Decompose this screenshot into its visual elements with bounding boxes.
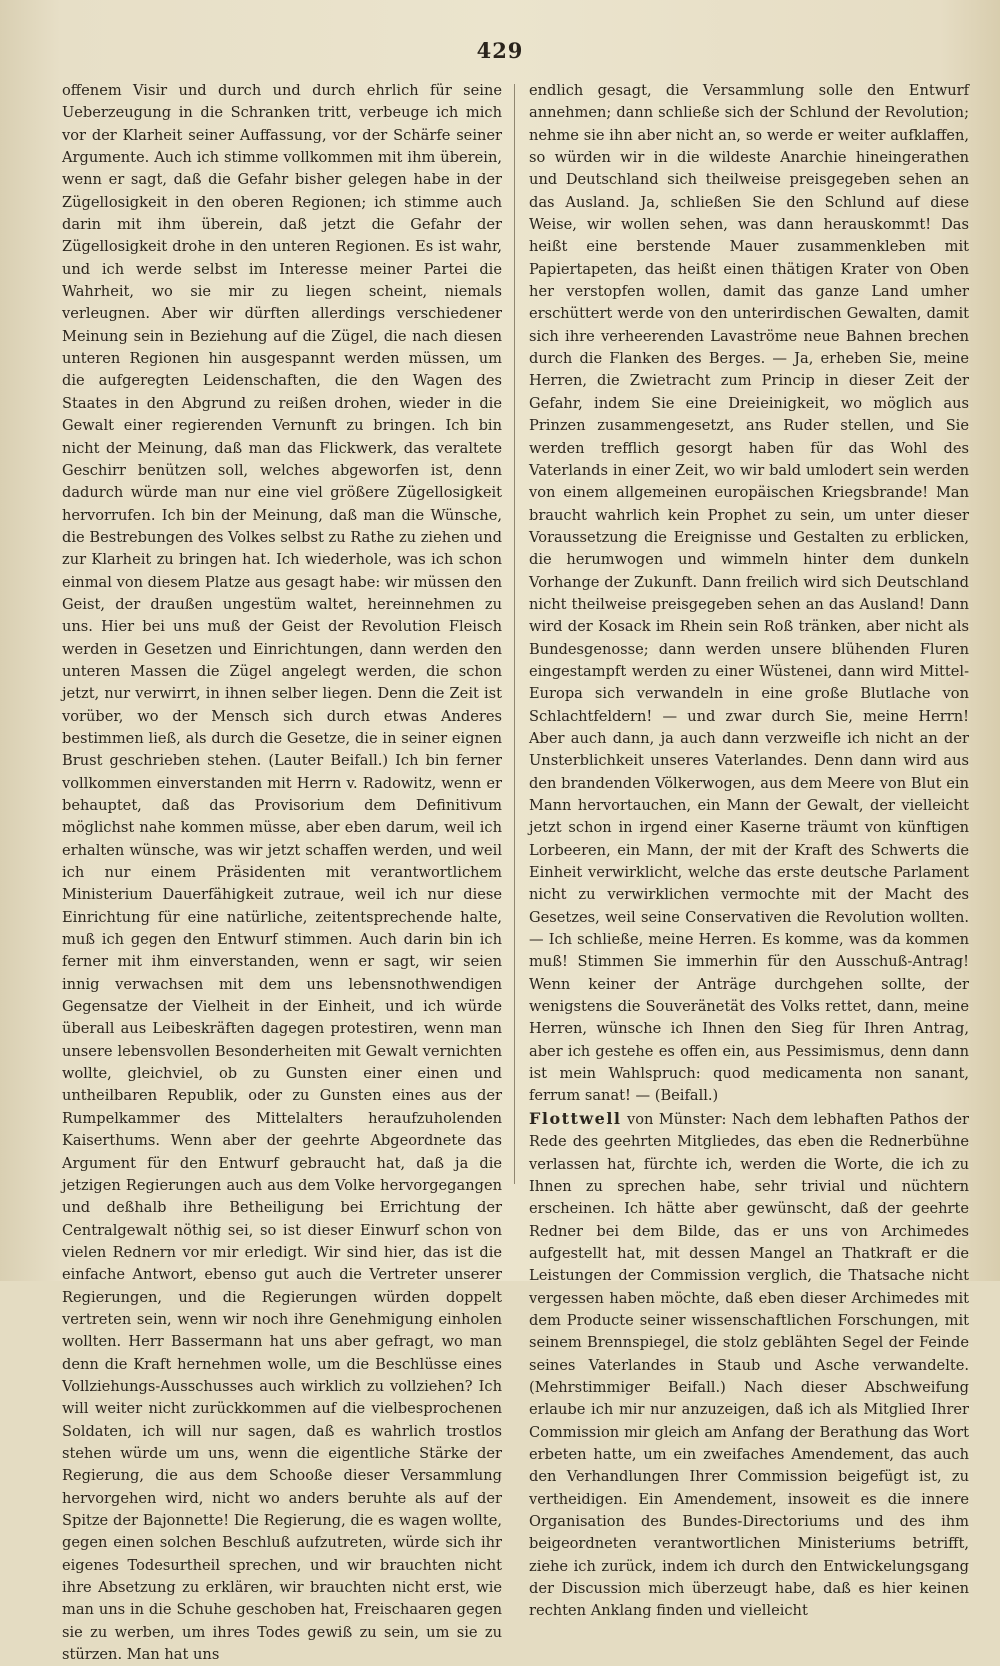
right-column	[529, 80, 969, 1620]
speaker-text: von Münster: Nach dem lebhaften Pathos der Rede des geehrten Mitgliedes, das eben die Rednerbühne verlassen hat, fürchte ich, werden die Worte, die ich zu Ihnen zu sprechen habe, sehr trivial und nüchtern erscheinen. Ich hätte aber gewünscht, daß der geehrte Redner bei dem Bilde, das er uns von Archimedes aufgestellt hat, mit dessen Mangel an Thatkraft er die Leistungen der Commission verglich, die Thatsache nicht vergessen haben möchte, daß eben dieser Archimedes mit dem Producte seiner wissenschaftlichen Forschungen, mit seinem Brennspiegel, die stolz geblähten Segel der Feinde seines Vaterlandes in Staub und Asche verwandelte. (Mehrstimmiger Beifall.) Nach dieser Abschweifung erlaube ich mir nur anzuzeigen, daß ich als Mitglied Ihrer Commission mir gleich am Anfang der Berathung das Wort erbeten hatte, um ein zweifaches Amendement, das auch den Verhandlungen Ihrer Commission beigefügt ist, zu vertheidigen. Ein Amendement, insoweit es die innere Organisation des Bundes-Directoriums und des ihm beigeordneten verantwortlichen Ministeriums betrifft, ziehe ich zurück, indem ich durch den Entwickelungsgang der Discussion mich überzeugt habe, daß es hier keinen rechten Anklang finden und vielleicht	[529, 1110, 969, 1620]
column-divider	[514, 84, 515, 1184]
right-column-text: endlich gesagt, die Versammlung solle den Entwurf annehmen; dann schließe sich der Schlund der Revolution; nehme sie ihn aber nicht an, so werde er weiter aufklaffen, so würden wir in die wildeste Anarchie hineingerathen und Deutschland sich theilweise preisgegeben sehen an das Ausland. Ja, schließen Sie den Schlund auf diese Weise, wir wollen sehen, was dann herauskommt! Das heißt eine berstende Mauer zusammenkleben mit Papiertapeten, das heißt einen thätigen Krater von Oben her verstopfen wollen, damit das ganze Land umher erschüttert werde von den unterirdischen Gewalten, damit sich ihre verheerenden Lavaströme neue Bahnen brechen durch die Flanken des Berges. — Ja, erheben Sie, meine Herren, die Zwietracht zum Princip in dieser Zeit der Gefahr, indem Sie eine Dreieinigkeit, wo möglich aus Prinzen zusammengesetzt, ans Ruder stellen, und Sie werden trefflich gesorgt haben für das Wohl des Vaterlands in einer Zeit, wo wir bald umlodert sein werden von einem allgemeinen europäischen Kriegsbrande! Man braucht wahrlich kein Prophet zu sein, um unter dieser Voraussetzung die Ereignisse und Gestalten zu erblicken, die herumwogen und wimmeln hinter dem dunkeln Vorhange der Zukunft. Dann freilich wird sich Deutschland nicht theilweise preisgegeben sehen an das Ausland! Dann wird der Kosack im Rhein sein Roß tränken, aber nicht als Bundesgenosse; dann werden unsere blühenden Fluren eingestampft werden zu einer Wüstenei, dann wird Mittel-Europa sich verwandeln in eine große Blutlache von Schlachtfeldern! — und zwar durch Sie, meine Herrn! Aber auch dann, ja auch dann verzweifle ich nicht an der Unsterblichkeit unseres Vaterlandes. Denn dann wird aus den brandenden Völkerwogen, aus dem Meere von Blut ein Mann hervortauchen, ein Mann der Gewalt, der vielleicht jetzt schon in irgend einer Kaserne träumt von künftigen Lorbeeren, ein Mann, der mit der Kraft des Schwerts die Einheit verwirklicht, welche das erste deutsche Parlament nicht zu verwirklichen vermochte mit der Macht des Gesetzes, weil seine Conservativen die Revolution wollten. — Ich schließe, meine Herren. Es komme, was da kommen muß! Stimmen Sie immerhin für den Ausschuß-Antrag! Wenn keiner der Anträge durchgehen sollte, der wenigstens die Souveränetät des Volks rettet, dann, meine Herren, wünsche ich Ihnen den Sieg für Ihren Antrag, aber ich gestehe es offen ein, aus Pessimismus, denn dann ist mein Wahlspruch: quod medicamenta non sanant, ferrum sanat! — (Beifall.)	[529, 82, 969, 1105]
left-column-text: offenem Visir und durch und durch ehrlich für seine Ueberzeugung in die Schranken tritt, verbeuge ich mich vor der Klarheit seiner Auffassung, vor der Schärfe seiner Argumente. Auch ich stimme vollkommen mit ihm überein, wenn er sagt, daß die Gefahr bisher gelegen habe in der Zügellosigkeit in den oberen Regionen; ich stimme auch darin mit ihm überein, daß jetzt die Gefahr der Zügellosigkeit drohe in den unteren Regionen. Es ist wahr, und ich werde selbst im Interesse meiner Partei die Wahrheit, wo sie mir zu liegen scheint, niemals verleugnen. Aber wir dürften allerdings verschiedener Meinung sein in Beziehung auf die Zügel, die nach diesen unteren Regionen hin ausgespannt werden müssen, um die aufgeregten Leidenschaften, die den Wagen des Staates in den Abgrund zu reißen drohen, wieder in die Gewalt einer regierenden Vernunft zu bringen. Ich bin nicht der Meinung, daß man das Flickwerk, das veraltete Geschirr benützen soll, welches abgeworfen ist, denn dadurch würde man nur eine viel größere Zügellosigkeit hervorrufen. Ich bin der Meinung, daß man die Wünsche, die Bestrebungen des Volkes selbst zu Rathe zu ziehen und zur Klarheit zu bringen hat. Ich wiederhole, was ich schon einmal von diesem Platze aus gesagt habe: wir müssen den Geist, der draußen ungestüm waltet, hereinnehmen zu uns. Hier bei uns muß der Geist der Revolution Fleisch werden in Gesetzen und Einrichtungen, dann werden den unteren Massen die Zügel angelegt werden, die schon jetzt, nur verwirrt, in ihnen selber liegen. Denn die Zeit ist vorüber, wo der Mensch sich durch etwas Anderes bestimmen ließ, als durch die Gesetze, die in seiner eignen Brust geschrieben stehen. (Lauter Beifall.) Ich bin ferner vollkommen einverstanden mit Herrn v. Radowitz, wenn er behauptet, daß das Provisorium dem Definitivum möglichst nahe kommen müsse, aber eben darum, weil ich erhalten wünsche, was wir jetzt schaffen werden, und weil ich nur einem Präsidenten mit verantwortlichem Ministerium Dauerfähigkeit zutraue, weil ich nur diese Einrichtung für eine natürliche, zeitentsprechende halte, muß ich gegen den Entwurf stimmen. Auch darin bin ich ferner mit ihm einverstanden, wenn er sagt, wir seien innig verwachsen mit dem uns lebensnothwendigen Gegensatze der Vielheit in der Einheit, und ich würde überall aus Leibeskräften dagegen protestiren, wenn man unsere lebensvollen Besonderheiten mit Gewalt vernichten wollte, gleichviel, ob zu Gunsten einer einen und untheilbaren Republik, oder zu Gunsten eines aus der Rumpelkammer des Mittelalters heraufzuholenden Kaiserthums. Wenn aber der geehrte Abgeordnete das Argument für den Entwurf gebraucht hat, daß ja die jetzigen Regierungen auch aus dem Volke hervorgegangen und deßhalb ihre Betheiligung bei Errichtung der Centralgewalt nöthig sei, so ist dieser Einwurf schon von vielen Rednern vor mir erledigt. Wir sind hier, das ist die einfache Antwort, ebenso gut auch die Vertreter unserer Regierungen, und die Regierungen würden doppelt vertreten sein, wenn wir noch ihre Genehmigung einholen wollten. Herr Bassermann hat uns aber gefragt, wo man denn die Kraft hernehmen wolle, um die Beschlüsse eines Vollziehungs-Ausschusses auch wirklich zu vollziehen? Ich will weiter nicht zurückkommen auf die vielbesprochenen Soldaten, ich will nur sagen, daß es wahrlich trostlos stehen würde um uns, wenn die eigentliche Stärke der Regierung, die aus dem Schooße dieser Versammlung hervorgehen wird, nicht wo anders beruhte als auf der Spitze der Bajonnette! Die Regierung, die es wagen wollte, gegen einen solchen Beschluß aufzutreten, würde sich ihr eigenes Todesurtheil sprechen, und wir brauchten nicht ihre Absetzung zu erklären, wir brauchten nicht erst, wie man uns in die Schuhe geschoben hat, Freischaaren gegen sie zu werben, um ihres Todes gewiß zu sein, um sie zu stürzen. Man hat uns	[62, 82, 502, 1664]
left-column	[62, 80, 502, 1664]
speaker-name: Flottwell	[529, 1108, 622, 1128]
speaker-paragraph	[529, 1108, 969, 1623]
page-number: 429	[476, 38, 524, 63]
